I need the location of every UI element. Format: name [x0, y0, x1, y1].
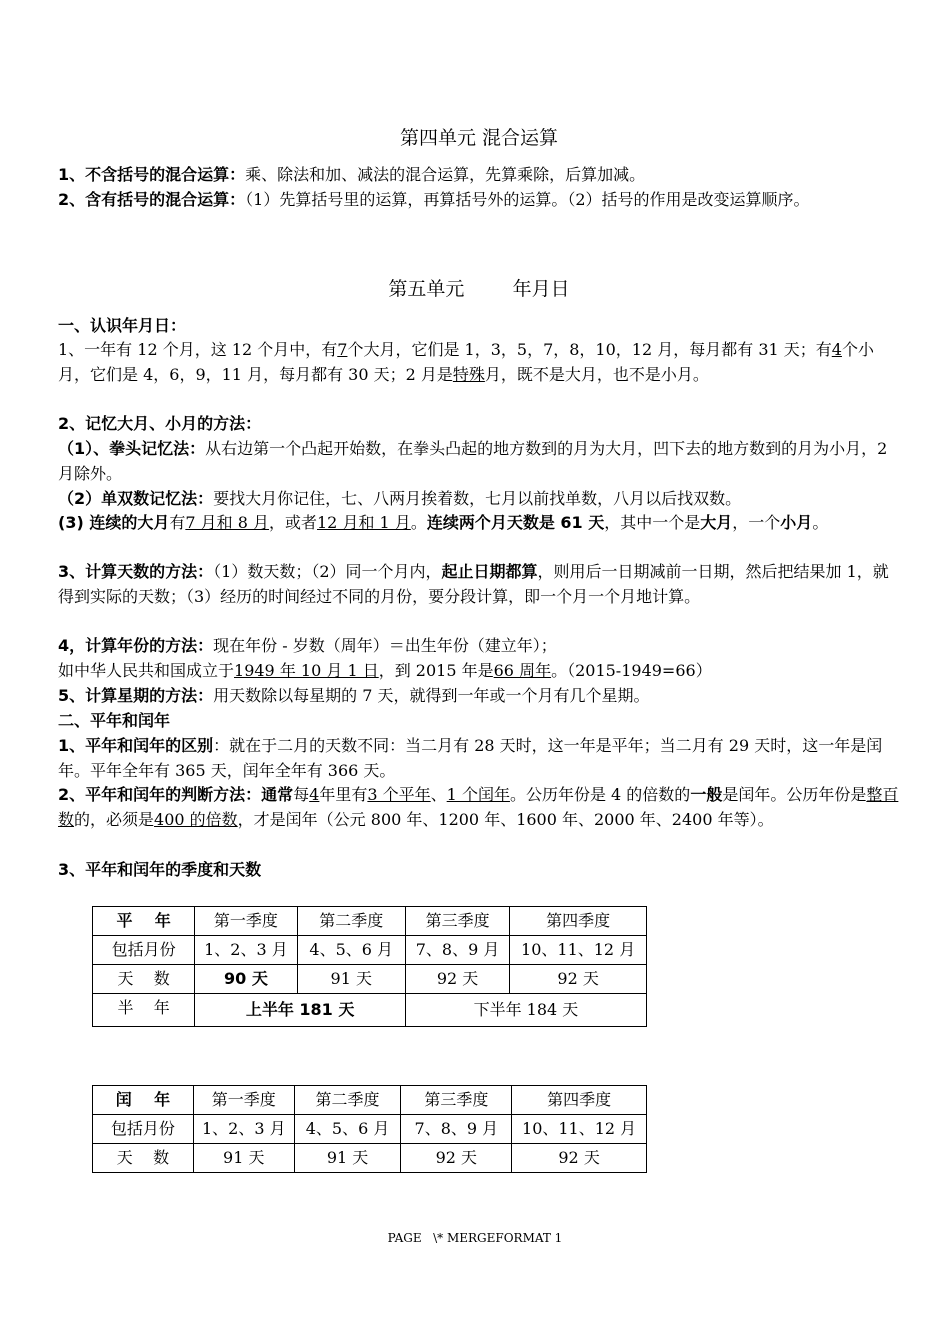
unit4-p2-label: 2、含有括号的混合运算：	[58, 190, 246, 209]
table-header: 第三季度	[405, 907, 509, 936]
paragraph-label: 2、平年和闰年的判断方法：	[58, 785, 262, 804]
text: ，则用后一日期减前一日期，然后把结果加 1，就得到实际的天数；（3）经历的时间经过不同的月份，要分段计算，即一个月一个月地计算。	[58, 562, 889, 606]
table-cell: 包括月份	[93, 936, 195, 965]
table-cell: 91 天	[193, 1144, 294, 1173]
page-footer: PAGE \* MERGEFORMAT 1	[387, 1231, 563, 1245]
underlined-text: 400 的倍数	[154, 810, 238, 829]
method-3-label: (3) 连续的大月	[58, 513, 170, 532]
section-1-heading: 一、认识年月日：	[58, 316, 187, 335]
method-1-label: （1）、拳头记忆法：	[58, 439, 206, 458]
text: ：就在于二月的天数不同：当二月有 28 天时，这一年是平年；当二月有 29 天时，这一年是闰年。平年全年有 365 天，闰年全年有 366 天。	[58, 736, 883, 780]
table-header: 第三季度	[401, 1086, 512, 1115]
text: （1）数天数；（2）同一个月内，	[213, 562, 442, 581]
text: 月，既不是大月，也不是小月。	[484, 365, 709, 384]
table-header: 闰 年	[93, 1086, 194, 1115]
underlined-text: 66 周年	[493, 661, 552, 680]
text: 的，必须是	[74, 810, 155, 829]
table-row	[93, 1144, 647, 1173]
table-header: 第四季度	[512, 1086, 647, 1115]
table-cell: 上半年 181 天	[195, 994, 406, 1027]
table-header: 第二季度	[294, 1086, 401, 1115]
table-cell: 4、5、6 月	[297, 936, 405, 965]
table-cell: 4、5、6 月	[294, 1115, 401, 1144]
table-row	[93, 1086, 647, 1115]
unit5-title	[58, 274, 900, 301]
table-cell: 包括月份	[93, 1115, 194, 1144]
table-cell: 90 天	[195, 965, 297, 994]
table-cell: 91 天	[294, 1144, 401, 1173]
common-year-table	[92, 906, 647, 1027]
text: 个小月，它们是 4，6，9，11 月，每月都有 30 天；2 月是	[58, 340, 874, 384]
section-2-heading: 二、平年和闰年	[58, 711, 171, 730]
section-1-paragraph-4-example	[58, 658, 900, 683]
text: 有	[169, 513, 186, 532]
underlined-text: 1949 年 10 月 1 日	[234, 661, 379, 680]
table-header: 平 年	[93, 907, 195, 936]
paragraph-3-label: 3、计算天数的方法：	[58, 562, 214, 581]
text: 。	[812, 513, 829, 532]
bold-text: 一般	[690, 785, 723, 804]
method-3	[58, 510, 900, 535]
section-1-paragraph-2-heading: 2、记忆大月、小月的方法：	[58, 414, 262, 433]
unit4-p1-text: 乘、除法和加、减法的混合运算，先算乘除，后算加减。	[245, 165, 646, 184]
underlined-text: 12 月和 1 月	[317, 513, 411, 532]
text: 如中华人民共和国成立于	[58, 661, 235, 680]
unit4-p1-label: 1、不含括号的混合运算：	[58, 165, 246, 184]
table-row	[93, 907, 647, 936]
table-cell: 91 天	[297, 965, 405, 994]
text: 是闰年。公历年份是	[722, 785, 867, 804]
text: ，或者	[268, 513, 317, 532]
table-header: 第一季度	[193, 1086, 294, 1115]
table-cell: 92 天	[405, 965, 509, 994]
text: 。	[410, 513, 427, 532]
table-header: 第四季度	[510, 907, 647, 936]
table-cell: 下半年 184 天	[405, 994, 646, 1027]
table-row	[93, 965, 647, 994]
table-cell: 天 数	[93, 1144, 194, 1173]
unit4-paragraph-2	[58, 187, 900, 212]
paragraph-4-label: 4，计算年份的方法：	[58, 636, 214, 655]
table-cell: 1、2、3 月	[195, 936, 297, 965]
text: 。（2015-1949=66）	[551, 661, 712, 680]
text: 个大月，它们是 1，3，5，7，8，10，12 月，每月都有 31 天；有	[347, 340, 832, 359]
table-cell: 92 天	[510, 965, 647, 994]
text: 现在年份 - 岁数（周年）＝出生年份（建立年）；	[213, 636, 557, 655]
section-2-paragraph-3-heading: 3、平年和闰年的季度和天数	[58, 860, 262, 879]
text: ，才是闰年（公元 800 年、1200 年、1600 年、2000 年、2400 年等）。	[237, 810, 774, 829]
underlined-text: 4	[831, 340, 842, 359]
bold-text: 通常	[261, 785, 294, 804]
text: ，到 2015 年是	[378, 661, 494, 680]
underlined-text: 3 个平年	[367, 785, 431, 804]
bold-text: 起止日期都算	[441, 562, 538, 581]
text: 年里有	[319, 785, 368, 804]
unit5-title-text: 第五单元 年月日	[388, 278, 570, 300]
underlined-text: 1 个闰年	[446, 785, 510, 804]
table-cell: 10、11、12 月	[512, 1115, 647, 1144]
section-2-paragraph-2	[58, 782, 900, 832]
text: 每	[293, 785, 310, 804]
leap-year-table	[92, 1085, 647, 1173]
underlined-text: 4	[309, 785, 320, 804]
table-header: 第二季度	[297, 907, 405, 936]
section-1-paragraph-5	[58, 683, 900, 708]
method-2-text: 要找大月你记住，七、八两月挨着数，七月以前找单数，八月以后找双数。	[213, 489, 742, 508]
section-1-paragraph-1	[58, 337, 900, 387]
bold-text: 连续两个月天数是 61 天	[426, 513, 605, 532]
text: 。公历年份是 4 的倍数的	[509, 785, 691, 804]
table-header: 第一季度	[195, 907, 297, 936]
underlined-text: 整百数	[58, 785, 899, 829]
underlined-text: 7 月和 8 月	[185, 513, 269, 532]
table-cell: 7、8、9 月	[405, 936, 509, 965]
table-cell: 10、11、12 月	[510, 936, 647, 965]
paragraph-5-label: 5、计算星期的方法：	[58, 686, 214, 705]
text: 用天数除以每星期的 7 天，就得到一年或一个月有几个星期。	[213, 686, 650, 705]
bold-text: 小月	[780, 513, 813, 532]
text: 1、一年有 12 个月，这 12 个月中，有	[58, 340, 338, 359]
method-2-label: （2）单双数记忆法：	[58, 489, 214, 508]
section-1-paragraph-4	[58, 633, 900, 658]
text: ，其中一个是	[604, 513, 701, 532]
unit4-paragraph-1	[58, 162, 900, 187]
method-2	[58, 486, 900, 511]
unit4-p2-text: （1）先算括号里的运算，再算括号外的运算。（2）括号的作用是改变运算顺序。	[245, 190, 810, 209]
underlined-text: 7	[337, 340, 348, 359]
method-1	[58, 436, 900, 486]
table-cell: 天 数	[93, 965, 195, 994]
table-cell: 7、8、9 月	[401, 1115, 512, 1144]
method-1-text: 从右边第一个凸起开始数，在拳头凸起的地方数到的月为大月，凹下去的地方数到的月为小月，2 月除外。	[58, 439, 888, 483]
table-row	[93, 1115, 647, 1144]
table-cell: 半 年	[93, 994, 195, 1027]
text: 、	[430, 785, 447, 804]
table-cell: 1、2、3 月	[193, 1115, 294, 1144]
table-cell: 92 天	[401, 1144, 512, 1173]
unit4-title: 第四单元 混合运算	[399, 127, 559, 149]
paragraph-label: 1、平年和闰年的区别	[58, 736, 214, 755]
bold-text: 大月	[700, 513, 733, 532]
table-row	[93, 936, 647, 965]
table-cell: 92 天	[512, 1144, 647, 1173]
underlined-text: 特殊	[452, 365, 485, 384]
table-row	[93, 994, 647, 1027]
section-2-paragraph-1	[58, 733, 900, 783]
section-1-paragraph-3	[58, 559, 900, 609]
text: ，一个	[732, 513, 781, 532]
